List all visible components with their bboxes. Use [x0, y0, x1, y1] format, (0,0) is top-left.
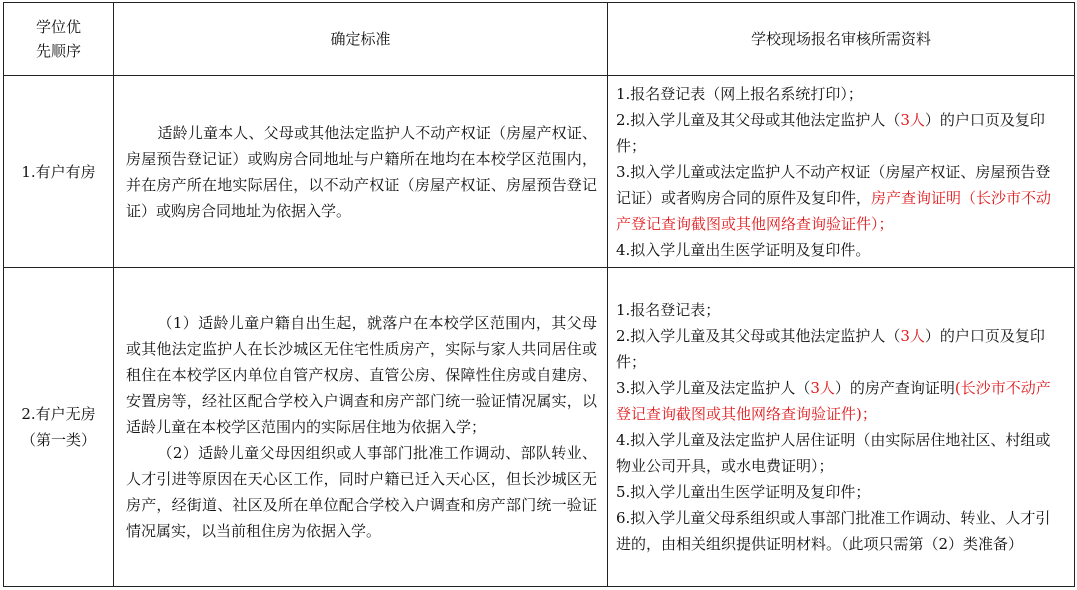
table-row — [4, 268, 1075, 587]
criteria-cell — [114, 76, 608, 268]
highlight-text: (长沙市不动产登记查询截图或其他网络查询验证件)； — [616, 379, 1051, 423]
criteria-paragraph: 适龄儿童本人、父母或其他法定监护人不动产权证（房屋产权证、房屋预告登记证）或购房合同地址与户籍所在地均在本校学区范围内，并在房产所在地实际居住，以不动产权证（房屋产权证、房屋预告登记证）或购房合同地址为依据入学。 — [126, 123, 597, 220]
header-materials: 学校现场报名审核所需资料 — [608, 3, 1075, 76]
material-item: 6.拟入学儿童父母系组织或人事部门批准工作调动、转业、人才引进的，由相关组织提供证明材料。（此项只需第（2）类准备） — [616, 509, 1051, 553]
header-criteria: 确定标准 — [114, 3, 608, 76]
materials-cell — [608, 76, 1075, 268]
priority-cell — [4, 76, 114, 268]
material-item: 2.拟入学儿童及其父母或其他法定监护人（3人）的户口页及复印件； — [616, 327, 1045, 371]
material-item: 4.拟入学儿童出生医学证明及复印件。 — [616, 240, 871, 259]
material-item: 4.拟入学儿童及法定监护人居住证明（由实际居住地社区、村组或物业公司开具，或水电费证明）； — [616, 431, 1051, 475]
material-item: 2.拟入学儿童及其父母或其他法定监护人（3人）的户口页及复印件； — [616, 110, 1045, 155]
highlight-text: 3人 — [900, 110, 925, 129]
criteria-paragraph: （2）适龄儿童父母因组织或人事部门批准工作调动、部队转业、人才引进等原因在天心区工作，同时户籍已迁入天心区，但长沙城区无房产，经街道、社区及所在单位配合学校入户调查和房产部门统一验证情况属实，以当前租住房为依据入学。 — [126, 444, 597, 540]
priority-cell — [4, 268, 114, 587]
header-priority-line1: 学位优 — [35, 18, 81, 36]
header-priority-line2: 先顺序 — [35, 42, 81, 60]
admission-priority-table — [3, 2, 1075, 587]
priority-sublabel: （第一类） — [20, 431, 96, 449]
material-item: 5.拟入学儿童出生医学证明及复印件； — [616, 483, 871, 501]
header-row — [4, 3, 1075, 76]
highlight-text: 房产查询证明（长沙市不动产登记查询截图或其他网络查询验证件）； — [616, 188, 1052, 233]
material-item: 3.拟入学儿童或法定监护人不动产权证（房屋产权证、房屋预告登记证）或者购房合同的原件及复印件，房产查询证明（长沙市不动产登记查询截图或其他网络查询验证件）； — [616, 162, 1052, 233]
priority-label: 2.有户无房 — [21, 405, 96, 423]
table-row — [4, 76, 1075, 268]
header-priority — [4, 3, 114, 76]
highlight-text: 3人 — [900, 327, 925, 345]
material-item: 1.报名登记表； — [616, 301, 721, 319]
criteria-paragraph: （1）适龄儿童户籍自出生起，就落户在本校学区范围内，其父母或其他法定监护人在长沙城区无住宅性质房产，实际与家人共同居住或租住在本校学区内单位自管产权房、直管公房、保障性住房或自建房、安置房等，经社区配合学校入户调查和房产部门统一验证情况属实，以适龄儿童在本校学区范围内的实际居住地为依据入学； — [126, 314, 597, 436]
material-item: 3.拟入学儿童及法定监护人（3人）的房产查询证明(长沙市不动产登记查询截图或其他网络查询验证件)； — [616, 379, 1051, 423]
materials-cell — [608, 268, 1075, 587]
criteria-cell — [114, 268, 608, 587]
material-item: 1.报名登记表（网上报名系统打印）； — [616, 84, 863, 103]
highlight-text: 3人 — [810, 379, 835, 397]
priority-label: 1.有户有房 — [21, 162, 96, 181]
